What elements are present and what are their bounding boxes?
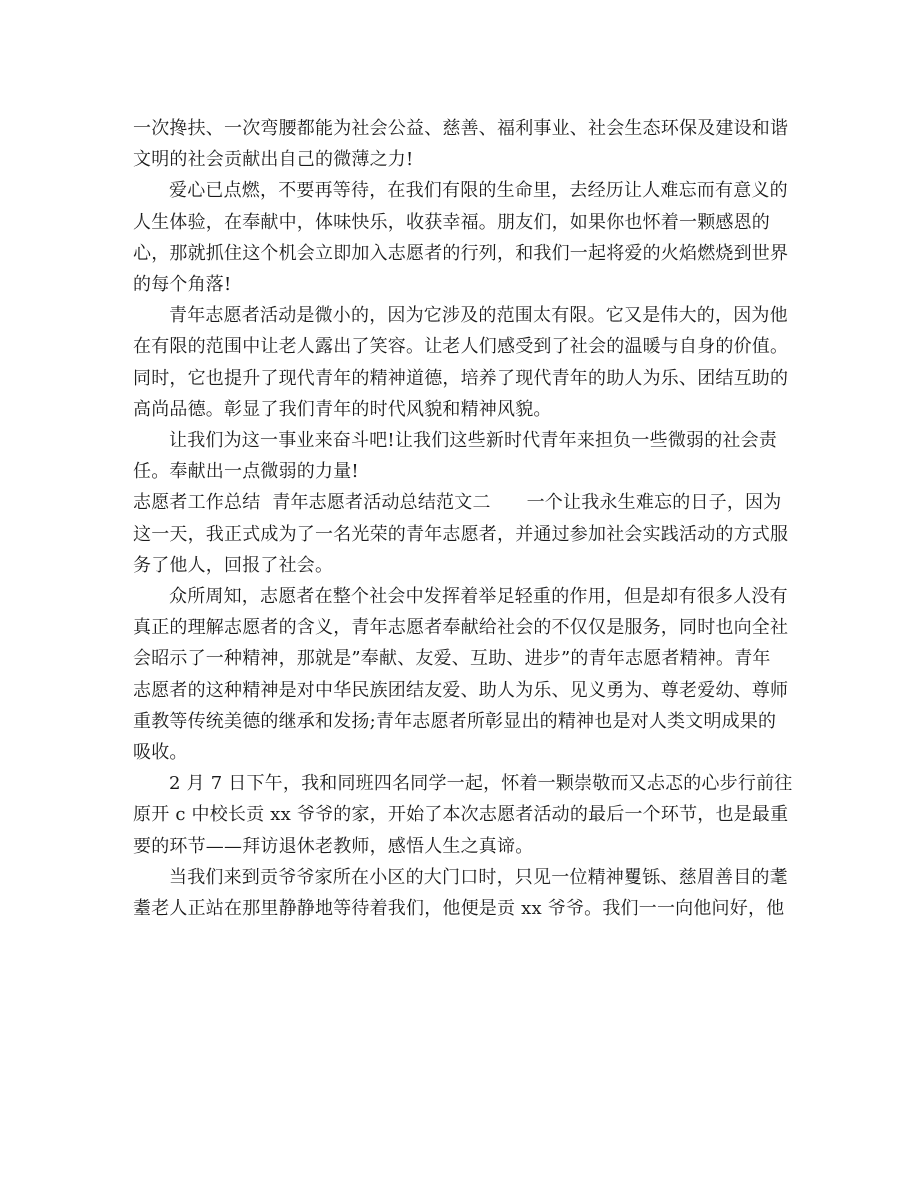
text-line: 重教等传统美德的继承和发扬;青年志愿者所彰显出的精神也是对人类文明成果的 (133, 710, 777, 732)
section-heading-paragraph (133, 487, 793, 581)
heading-gap (491, 487, 527, 518)
text-line: 众所周知，志愿者在整个社会中发挥着举足轻重的作用，但是却有很多人没有 (169, 586, 788, 608)
text-line: 原开 c 中校长贡 xx 爷爷的家，开始了本次志愿者活动的最后一个环节，也是最重 (133, 804, 789, 826)
text-line: 真正的理解志愿者的含义，青年志愿者奉献给社会的不仅仅是服务，同时也向全社 (133, 617, 789, 639)
paragraph (133, 300, 793, 425)
text-line: 让我们为这一事业来奋斗吧!让我们这些新时代青年来担负一些微弱的社会责 (169, 430, 778, 452)
text-line: 的每个角落! (133, 274, 232, 296)
text-line: 务了他人，回报了社会。 (133, 554, 334, 576)
section-title: 志愿者工作总结 青年志愿者活动总结范文二 (133, 492, 491, 514)
heading-continuation: 一个让我永生难忘的日子，因为 (526, 492, 782, 514)
paragraph (133, 113, 793, 175)
text-line: 会昭示了一种精神，那就是”奉献、友爱、互助、进步”的青年志愿者精神。青年 (133, 648, 771, 670)
text-line: 青年志愿者活动是微小的，因为它涉及的范围太有限。它又是伟大的，因为他 (169, 305, 788, 327)
document-body (133, 113, 793, 924)
text-line: 吸收。 (133, 742, 188, 764)
text-line: 同时，它也提升了现代青年的精神道德，培养了现代青年的助人为乐、团结互助的 (133, 367, 789, 389)
text-line: 爱心已点燃，不要再等待，在我们有限的生命里，去经历让人难忘而有意义的 (169, 180, 788, 202)
paragraph (133, 175, 793, 300)
text-line: 当我们来到贡爷爷家所在小区的大门口时，只见一位精神矍铄、慈眉善目的耄 (169, 866, 788, 888)
paragraph (133, 425, 793, 487)
text-line: 人生体验，在奉献中，体味快乐，收获幸福。朋友们，如果你也怀着一颗感恩的 (133, 211, 770, 233)
heading-line (133, 487, 793, 518)
paragraph (133, 768, 793, 862)
text-line: 要的环节——拜访退休老教师，感悟人生之真谛。 (133, 835, 534, 857)
paragraph (133, 862, 793, 924)
text-line: 心，那就抓住这个机会立即加入志愿者的行列，和我们一起将爱的火焰燃烧到世界 (133, 242, 789, 264)
text-line: 2 月 7 日下午，我和同班四名同学一起，怀着一颗崇敬而又忐忑的心步行前往 (169, 773, 793, 795)
text-line: 在有限的范围中让老人露出了笑容。让老人们感受到了社会的温暖与自身的价值。 (133, 336, 789, 358)
text-line: 文明的社会贡献出自己的微薄之力! (133, 149, 414, 171)
text-line: 任。奉献出一点微弱的力量! (133, 461, 359, 483)
text-line: 一次搀扶、一次弯腰都能为社会公益、慈善、福利事业、社会生态环保及建设和谐 (133, 118, 789, 139)
text-line: 这一天，我正式成为了一名光荣的青年志愿者，并通过参加社会实践活动的方式服 (133, 523, 789, 545)
text-line: 高尚品德。彰显了我们青年的时代风貌和精神风貌。 (133, 398, 552, 420)
text-line: 耋老人正站在那里静静地等待着我们，他便是贡 xx 爷爷。我们一一向他问好，他 (133, 898, 785, 920)
paragraph (133, 581, 793, 768)
text-line: 志愿者的这种精神是对中华民族团结友爱、助人为乐、见义勇为、尊老爱幼、尊师 (133, 679, 789, 701)
